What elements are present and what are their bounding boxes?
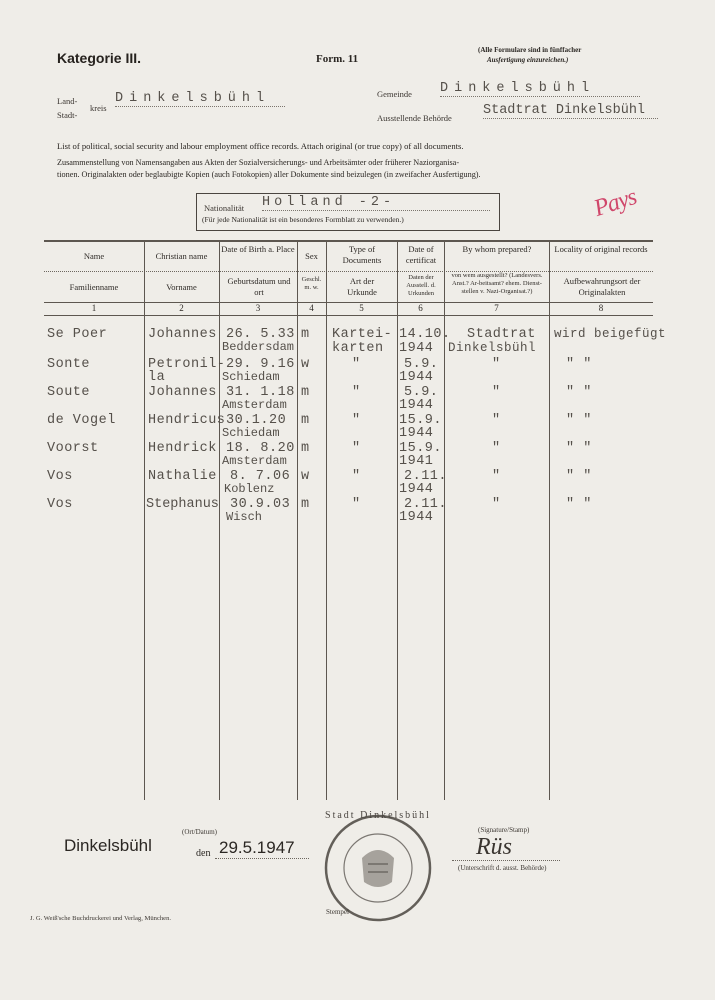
- table-row-date2: 1944: [399, 341, 434, 356]
- signature: Rüs: [476, 834, 512, 860]
- table-row-sex: m: [301, 327, 310, 342]
- table-row-sex: w: [301, 469, 310, 484]
- landkreis-value: Dinkelsbühl: [115, 91, 285, 107]
- table-row-by: ": [492, 469, 501, 484]
- table-row-birth: 30.9.03: [230, 497, 291, 512]
- table-row-date: 2.11.: [404, 497, 448, 512]
- col-divider-2: [219, 241, 220, 800]
- col-divider-4: [326, 241, 327, 800]
- col-header-birth-de: Geburtsdatum und ort: [227, 276, 291, 297]
- gemeinde-value: Dinkelsbühl: [440, 81, 640, 97]
- handwritten-mark: Pays: [590, 184, 640, 222]
- stamp-label: Stempel: [326, 908, 349, 916]
- signature-rule: [452, 860, 560, 861]
- table-row-doc: ": [352, 357, 361, 372]
- signature-sublabel: (Unterschrift d. ausst. Behörde): [458, 864, 547, 872]
- table-row-date: 5.9.: [404, 357, 439, 372]
- table-row-vorname: Nathalie: [148, 469, 217, 484]
- table-row-date2: 1944: [399, 426, 434, 441]
- table-row-name: Vos: [47, 469, 73, 484]
- submission-note-1: (Alle Formulare sind in fünffacher: [478, 46, 582, 54]
- kategorie-title: Kategorie III.: [57, 50, 142, 66]
- col-number-7: 7: [494, 303, 499, 313]
- col-header-name: Name: [83, 251, 105, 261]
- stadt-label: Stadt-: [57, 110, 78, 120]
- table-row-birth: 29. 9.16: [226, 357, 295, 372]
- signature-label: (Signature/Stamp): [478, 826, 530, 834]
- col-header-locality-de: Aufbewahrungsort der Originalakten: [563, 276, 641, 297]
- col-divider-1: [144, 241, 145, 800]
- col-header-certdate-de: Daten der Ausstell. d. Urkunden: [406, 274, 436, 297]
- table-row-doc: ": [352, 385, 361, 400]
- table-row-date: 15.9.: [399, 413, 443, 428]
- table-row-birth: 8. 7.06: [230, 469, 291, 484]
- col-header-doctype-de: Art der Urkunde: [347, 276, 377, 297]
- table-row-loc: " ": [566, 497, 592, 512]
- table-row-name: de Vogel: [47, 413, 116, 428]
- table-row-birth: 31. 1.18: [226, 385, 295, 400]
- table-row-by: ": [492, 497, 501, 512]
- table-row-date: 15.9.: [399, 441, 443, 456]
- nationality-label: Nationalität: [204, 203, 245, 213]
- footer-date: 29.5.1947: [219, 838, 295, 857]
- table-row-sex: w: [301, 357, 310, 372]
- instruction-english: List of political, social security and labour employment office records. Attach original (or true copy) of all documents.: [57, 141, 464, 151]
- instruction-german-1: Zusammenstellung von Namensangaben aus Akten der Sozialversicherungs- und Arbeitsämter oder früherer Naziorganisa-: [57, 158, 460, 167]
- table-row-place: Amsterdam: [222, 398, 287, 412]
- table-row-vorname: Johannes: [148, 327, 217, 342]
- nationality-note: (Für jede Nationalität ist ein besonderes Formblatt zu verwenden.): [202, 215, 404, 224]
- col-header-christian-de: Vorname: [166, 282, 197, 292]
- kreis-label: kreis: [90, 103, 107, 113]
- instruction-german-2: tionen. Originalakten oder beglaubigte Kopien (auch Fotokopien) aller Dokumente sind beizulegen (in zweifacher Ausfertigung).: [57, 170, 481, 179]
- col-header-byWhom: By whom prepared?: [462, 244, 532, 254]
- table-row-vorname: Petronil-: [148, 357, 226, 372]
- table-row-doc: ": [352, 413, 361, 428]
- col-divider-5: [397, 241, 398, 800]
- table-row-doc: ": [352, 441, 361, 456]
- table-row-by: ": [492, 413, 501, 428]
- table-row-loc: wird beigefügt: [554, 327, 667, 341]
- table-row-doc2: karten: [332, 341, 384, 356]
- table-row-vorname: Hendrick: [148, 441, 217, 456]
- footer-place: Dinkelsbühl: [64, 836, 152, 855]
- table-row-loc: " ": [566, 385, 592, 400]
- col-divider-6: [444, 241, 445, 800]
- submission-note-2: Ausfertigung einzureichen.): [487, 56, 569, 64]
- col-number-1: 1: [91, 303, 97, 313]
- table-row-vorname: Johannes: [148, 385, 217, 400]
- gemeinde-label: Gemeinde: [377, 89, 412, 99]
- col-number-8: 8: [598, 303, 604, 313]
- col-header-birth: Date of Birth a. Place: [221, 244, 295, 254]
- table-row-loc: " ": [566, 357, 592, 372]
- table-row-place: Wisch: [226, 510, 263, 524]
- table-row-date2: 1944: [399, 510, 434, 525]
- table-row-place: Beddersdam: [222, 340, 295, 354]
- table-row-sex: m: [301, 413, 310, 428]
- table-row-date2: 1944: [399, 398, 434, 413]
- nationality-value: Holland -2-: [262, 195, 490, 211]
- table-row-place: Amsterdam: [222, 454, 287, 468]
- table-row-date: 5.9.: [404, 385, 439, 400]
- col-header-sex-de: Geschl. m. w.: [301, 276, 322, 291]
- table-row-name: Sonte: [47, 357, 91, 372]
- official-stamp: [322, 812, 434, 924]
- table-row-date2: 1941: [399, 454, 434, 469]
- table-row-doc: ": [352, 469, 361, 484]
- table-row-place: Schiedam: [222, 370, 280, 384]
- behoerde-value: Stadtrat Dinkelsbühl: [483, 103, 658, 119]
- table-row-name: Vos: [47, 497, 73, 512]
- printer-credit: J. G. Weiß'sche Buchdruckerei und Verlag, München.: [30, 915, 172, 922]
- table-row-doc: ": [352, 497, 361, 512]
- table-row-name: Voorst: [47, 441, 99, 456]
- form-number: Form. 11: [316, 53, 359, 65]
- table-row-birth: 30.1.20: [226, 413, 287, 428]
- col-divider-7: [549, 241, 550, 800]
- stamp-ring-text: Stadt Dinkelsbühl: [325, 810, 431, 821]
- table-row-sex: m: [301, 441, 310, 456]
- col-header-sex: Sex: [305, 251, 318, 261]
- col-header-byWhom-de: von wem ausgestellt? (Landesvers. Anst.? Ar-beitsamt? ehem. Dienst-stellen v. Nazi-Organisat.?): [451, 272, 543, 295]
- land-label: Land-: [57, 96, 78, 106]
- table-row-date: 14.10.: [399, 327, 451, 342]
- table-row-date: 2.11.: [404, 469, 448, 484]
- table-row-doc: Kartei-: [332, 327, 393, 342]
- col-header-christian: Christian name: [155, 251, 208, 261]
- col-header-name-de: Familienname: [69, 282, 119, 292]
- table-row-loc: " ": [566, 441, 592, 456]
- table-row-sex: m: [301, 497, 310, 512]
- table-row-vorname: Hendricus: [148, 413, 226, 428]
- table-row-by: ": [492, 441, 501, 456]
- col-header-doctype: Type of Documents: [342, 244, 382, 265]
- table-row-loc: " ": [566, 413, 592, 428]
- table-row-by: Stadtrat: [467, 327, 536, 342]
- table-row-by: ": [492, 385, 501, 400]
- table-row-date2: 1944: [399, 370, 434, 385]
- footer-date-rule: [215, 858, 309, 859]
- table-row-by: ": [492, 357, 501, 372]
- number-row-rule: [44, 315, 653, 316]
- col-number-4: 4: [309, 303, 314, 313]
- col-number-5: 5: [359, 303, 364, 313]
- footer-place-label: (Ort/Datum): [182, 828, 217, 836]
- table-row-birth: 26. 5.33: [226, 327, 295, 342]
- col-divider-3: [297, 241, 298, 800]
- table-row-place: Schiedam: [222, 426, 280, 440]
- col-header-locality: Locality of original records: [554, 244, 648, 254]
- table-row-vorname: Stephanus: [146, 497, 219, 512]
- behoerde-label: Ausstellende Behörde: [377, 113, 452, 123]
- table-row-sex: m: [301, 385, 310, 400]
- table-row-by2: Dinkelsbühl: [448, 341, 537, 355]
- table-row-birth: 18. 8.20: [226, 441, 295, 456]
- table-row-name: Se Poer: [47, 327, 108, 342]
- col-number-6: 6: [418, 303, 423, 313]
- table-row-date2: 1944: [399, 482, 434, 497]
- table-row-place: Koblenz: [224, 482, 275, 496]
- col-header-certdate: Date of certificat: [405, 244, 437, 265]
- header-mid-rule: [44, 271, 653, 273]
- col-number-2: 2: [179, 303, 184, 313]
- footer-den: den: [196, 848, 211, 859]
- table-row-name: Soute: [47, 385, 91, 400]
- col-number-3: 3: [255, 303, 261, 313]
- table-top-rule: [44, 240, 653, 242]
- table-row-vorname2: la: [148, 370, 166, 385]
- table-row-loc: " ": [566, 469, 592, 484]
